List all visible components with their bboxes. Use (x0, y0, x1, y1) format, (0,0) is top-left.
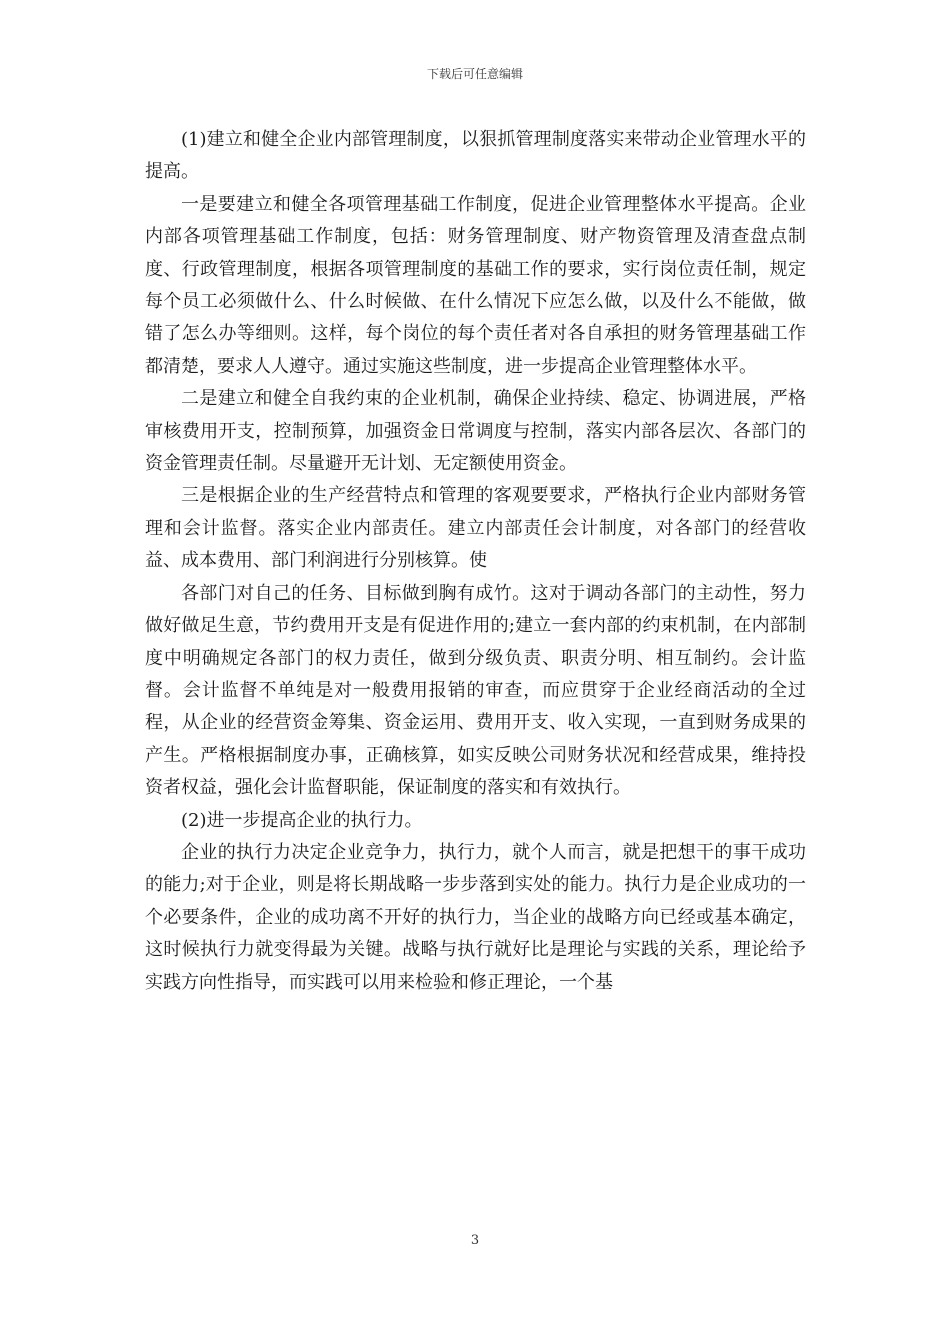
page-header: 下载后可任意编辑 (426, 67, 523, 81)
paragraph-7: 企业的执行力决定企业竞争力，执行力，就个人而言，就是把想干的事干成功的能力;对于企业，则是将长期战略一步步落到实处的能力。执行力是企业成功的一个必要条件，企业的成功离不开好的执行力，当企业的战略方向已经或基本确定，这时候执行力就变得最为关键。战略与执行就好比是理论与实践的关系，理论给予实践方向性指导，而实践可以用来检验和修正理论，一个基 (145, 841, 806, 993)
paragraph-4: 三是根据企业的生产经营特点和管理的客观要要求，严格执行企业内部财务管理和会计监督。落实企业内部责任。建立内部责任会计制度，对各部门的经营收益、成本费用、部门利润进行分别核算。使 (145, 485, 806, 572)
page-number: 3 (470, 1233, 480, 1248)
paragraph-6: (2)进一步提高企业的执行力。 (181, 809, 423, 831)
paragraph-1: (1)建立和健全企业内部管理制度，以狠抓管理制度落实来带动企业管理水平的提高。 (145, 129, 806, 183)
paragraph-3: 二是建立和健全自我约束的企业机制，确保企业持续、稳定、协调进展，严格审核费用开支，控制预算，加强资金日常调度与控制，落实内部各层次、各部门的资金管理责任制。尽量避开无计划、无定额使用资金。 (145, 388, 806, 475)
paragraph-5: 各部门对自己的任务、目标做到胸有成竹。这对于调动各部门的主动性，努力做好做足生意，节约费用开支是有促进作用的;建立一套内部的约束机制，在内部制度中明确规定各部门的权力责任，做到分级负责、职责分明、相互制约。会计监督。会计监督不单纯是对一般费用报销的审查，而应贯穿于企业经商活动的全过程，从企业的经营资金筹集、资金运用、费用开支、收入实现，一直到财务成果的产生。严格根据制度办事，正确核算，如实反映公司财务状况和经营成果，维持投资者权益，强化会计监督职能，保证制度的落实和有效执行。 (145, 582, 806, 799)
paragraph-2: 一是要建立和健全各项管理基础工作制度，促进企业管理整体水平提高。企业内部各项管理基础工作制度，包括：财务管理制度、财产物资管理及清查盘点制度、行政管理制度，根据各项管理制度的基础工作的要求，实行岗位责任制，规定每个员工必须做什么、什么时候做、在什么情况下应怎么做，以及什么不能做，做错了怎么办等细则。这样，每个岗位的每个责任者对各自承担的财务管理基础工作都清楚，要求人人遵守。通过实施这些制度，进一步提高企业管理整体水平。 (145, 193, 806, 377)
document-body (145, 124, 806, 999)
